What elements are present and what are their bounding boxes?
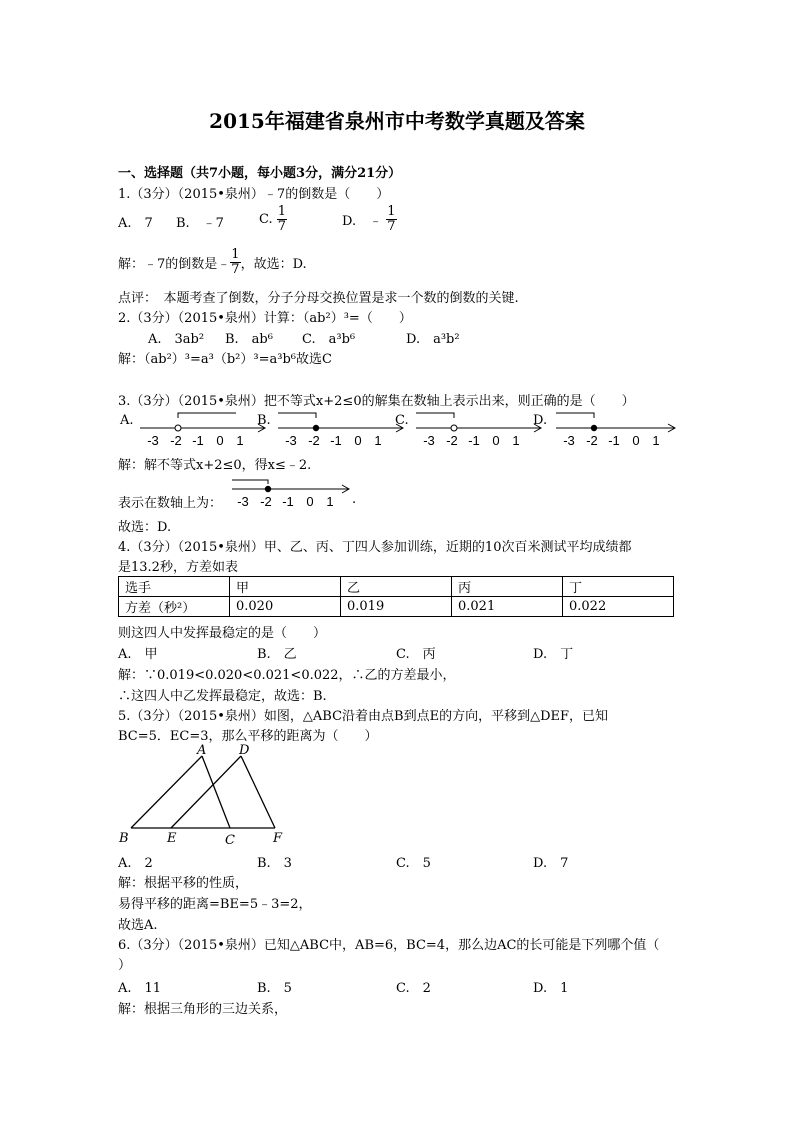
q5-stem-2: BC=5．EC=3，那么平移的距离为（ ） bbox=[118, 729, 378, 744]
q2-option-c: C. a³b⁶ bbox=[302, 332, 356, 347]
q3-c-tick-5: 1 bbox=[512, 433, 520, 448]
q6-option-b: B. 5 bbox=[257, 981, 292, 996]
table-cell: 丁 bbox=[563, 577, 674, 597]
q1-option-d-numerator: 1 bbox=[387, 204, 396, 219]
q4-stem-3: 则这四人中发挥最稳定的是（ ） bbox=[118, 626, 327, 641]
q3-d-tick-4: 0 bbox=[632, 433, 640, 448]
q3-c-tick-4: 0 bbox=[492, 433, 500, 448]
q4-solution-2: ∴这四人中乙发挥最稳定，故选：B. bbox=[118, 689, 327, 704]
q3-d-tick-2: -2 bbox=[586, 433, 598, 448]
q3-numberline-b bbox=[278, 410, 408, 450]
q5-option-d: D. 7 bbox=[533, 856, 569, 871]
q3-a-tick-3: -1 bbox=[192, 433, 204, 448]
table-cell: 乙 bbox=[341, 577, 452, 597]
point-f-label: F bbox=[273, 831, 283, 846]
table-cell: 方差（秒²） bbox=[119, 597, 230, 617]
segment-ab bbox=[131, 756, 202, 828]
q3-numberline-a bbox=[140, 410, 270, 450]
q3-d-tick-5: 1 bbox=[652, 433, 660, 448]
page-title: 2015年福建省泉州市中考数学真题及答案 bbox=[209, 109, 585, 133]
table-cell: 丙 bbox=[452, 577, 563, 597]
q6-stem-1: 6.（3分）（2015•泉州）已知△ABC中，AB=6，BC=4，那么边AC的长可能是下列哪个值（ bbox=[118, 938, 660, 953]
q1-option-d-label: D. ﹣ bbox=[342, 214, 383, 229]
q3-b-tick-2: -2 bbox=[308, 433, 320, 448]
q6-stem-2: ） bbox=[118, 958, 132, 973]
q3-numberline-d bbox=[556, 410, 686, 450]
q3-b-tick-5: 1 bbox=[374, 433, 382, 448]
q3-a-tick-2: -2 bbox=[170, 433, 182, 448]
q1-solution-pre: 解：﹣7的倒数是﹣ bbox=[118, 257, 231, 272]
q4-option-b: B. 乙 bbox=[257, 647, 297, 662]
table-cell: 0.019 bbox=[341, 597, 452, 617]
q6-solution-1: 解：根据三角形的三边关系， bbox=[118, 1002, 288, 1017]
q3-solution-1: 解：解不等式x+2≤0，得x≤﹣2. bbox=[118, 458, 312, 473]
q2-stem: 2.（3分）（2015•泉州）计算：（ab²）³=（ ） bbox=[118, 311, 412, 326]
q3-a-tick-4: 0 bbox=[216, 433, 224, 448]
q3-b-tick-1: -3 bbox=[285, 433, 297, 448]
q3-a-tick-5: 1 bbox=[236, 433, 244, 448]
q3-d-tick-3: -1 bbox=[608, 433, 620, 448]
q3-c-tick-3: -1 bbox=[468, 433, 480, 448]
table-cell: 0.021 bbox=[452, 597, 563, 617]
q5-solution-3: 故选A. bbox=[118, 918, 158, 933]
q1-option-c-label: C. bbox=[259, 212, 273, 227]
q1-option-c-fraction bbox=[277, 205, 287, 234]
q4-option-c: C. 丙 bbox=[396, 647, 436, 662]
q3-sol-tick-3: -1 bbox=[282, 494, 294, 509]
q1-solution bbox=[118, 248, 307, 277]
table-cell: 选手 bbox=[119, 577, 230, 597]
q4-solution-1: 解：∵0.019<0.020<0.021<0.022，∴乙的方差最小， bbox=[118, 668, 456, 683]
q4-option-a: A. 甲 bbox=[118, 647, 158, 662]
triangle-translation-figure bbox=[115, 743, 295, 848]
q3-numberline-c bbox=[416, 410, 546, 450]
q3-option-b-label: B. bbox=[257, 413, 271, 428]
q1-solution-denominator: 7 bbox=[231, 262, 240, 277]
q1-option-d-fraction bbox=[386, 205, 396, 234]
q3-solution-3: 故选：D. bbox=[118, 520, 172, 535]
q5-option-c: C. 5 bbox=[396, 856, 431, 871]
point-e-label: E bbox=[167, 831, 177, 846]
q4-stem-1: 4.（3分）（2015•泉州）甲、乙、丙、丁四人参加训练，近期的10次百米测试平均成绩都 bbox=[118, 540, 632, 555]
table-cell: 甲 bbox=[230, 577, 341, 597]
table-cell: 0.020 bbox=[230, 597, 341, 617]
q6-option-a: A. 11 bbox=[118, 981, 162, 996]
q3-b-tick-4: 0 bbox=[354, 433, 362, 448]
q3-solution-2-pre: 表示在数轴上为： bbox=[118, 496, 223, 511]
q1-comment: 点评： 本题考查了倒数，分子分母交换位置是求一个数的倒数的关键. bbox=[118, 291, 519, 306]
q2-solution: 解：（ab²）³=a³（b²）³=a³b⁶故选C bbox=[118, 352, 332, 367]
q1-solution-fraction bbox=[230, 248, 240, 277]
q1-option-c-denominator: 7 bbox=[277, 219, 287, 234]
q5-solution-1: 解：根据平移的性质， bbox=[118, 876, 249, 891]
q1-stem: 1.（3分）（2015•泉州）﹣7的倒数是（ ） bbox=[118, 187, 390, 202]
q3-d-tick-1: -3 bbox=[563, 433, 575, 448]
q4-stem-2: 是13.2秒，方差如表 bbox=[118, 560, 238, 575]
q4-option-d: D. 丁 bbox=[533, 647, 574, 662]
q1-option-a: A. 7 bbox=[118, 216, 153, 231]
q3-c-tick-2: -2 bbox=[446, 433, 458, 448]
point-c-label: C bbox=[225, 833, 235, 848]
q2-option-b: B. ab⁶ bbox=[225, 332, 273, 347]
q1-option-c-numerator: 1 bbox=[277, 204, 287, 219]
q3-sol-tick-2: -2 bbox=[260, 494, 272, 509]
q3-sol-tick-1: -3 bbox=[237, 494, 249, 509]
table-cell: 0.022 bbox=[563, 597, 674, 617]
table-row bbox=[119, 597, 674, 617]
q3-a-tick-1: -3 bbox=[147, 433, 159, 448]
table-header-row bbox=[119, 577, 674, 597]
variance-table bbox=[118, 576, 674, 617]
q3-solution-numberline bbox=[232, 477, 357, 513]
point-d-label: D bbox=[239, 743, 250, 758]
q6-option-d: D. 1 bbox=[533, 981, 569, 996]
q1-solution-numerator: 1 bbox=[231, 247, 240, 262]
point-a-label: A bbox=[197, 743, 207, 758]
point-b-label: B bbox=[119, 831, 129, 846]
q1-solution-post: ，故选：D. bbox=[240, 257, 307, 272]
q5-stem-1: 5.（3分）（2015•泉州）如图，△ABC沿着由点B到点E的方向，平移到△DEF，已知 bbox=[118, 709, 609, 724]
q5-option-b: B. 3 bbox=[257, 856, 292, 871]
q2-option-a: A. 3ab² bbox=[148, 332, 205, 347]
segment-df bbox=[241, 756, 275, 828]
q1-option-d-denominator: 7 bbox=[387, 219, 396, 234]
q3-stem: 3.（3分）（2015•泉州）把不等式x+2≤0的解集在数轴上表示出来，则正确的是（ ） bbox=[118, 394, 635, 409]
q2-option-d: D. a³b² bbox=[406, 332, 460, 347]
section-heading: 一、选择题（共7小题，每小题3分，满分21分） bbox=[118, 166, 402, 181]
q6-option-c: C. 2 bbox=[396, 981, 431, 996]
q3-sol-tick-4: 0 bbox=[306, 494, 314, 509]
q3-option-d-label: D. bbox=[533, 413, 548, 428]
q5-option-a: A. 2 bbox=[118, 856, 153, 871]
q1-option-b: B. ﹣7 bbox=[176, 216, 224, 231]
q1-option-c bbox=[259, 205, 287, 234]
q3-solution-2-post: . bbox=[352, 492, 357, 507]
q3-c-tick-1: -3 bbox=[423, 433, 435, 448]
q3-option-a-label: A. bbox=[120, 413, 134, 428]
q5-solution-2: 易得平移的距离=BE=5﹣3=2， bbox=[118, 897, 312, 912]
q1-option-d bbox=[342, 205, 397, 234]
q3-sol-tick-5: 1 bbox=[326, 494, 334, 509]
q3-b-tick-3: -1 bbox=[330, 433, 342, 448]
q3-option-c-label: C. bbox=[395, 413, 409, 428]
